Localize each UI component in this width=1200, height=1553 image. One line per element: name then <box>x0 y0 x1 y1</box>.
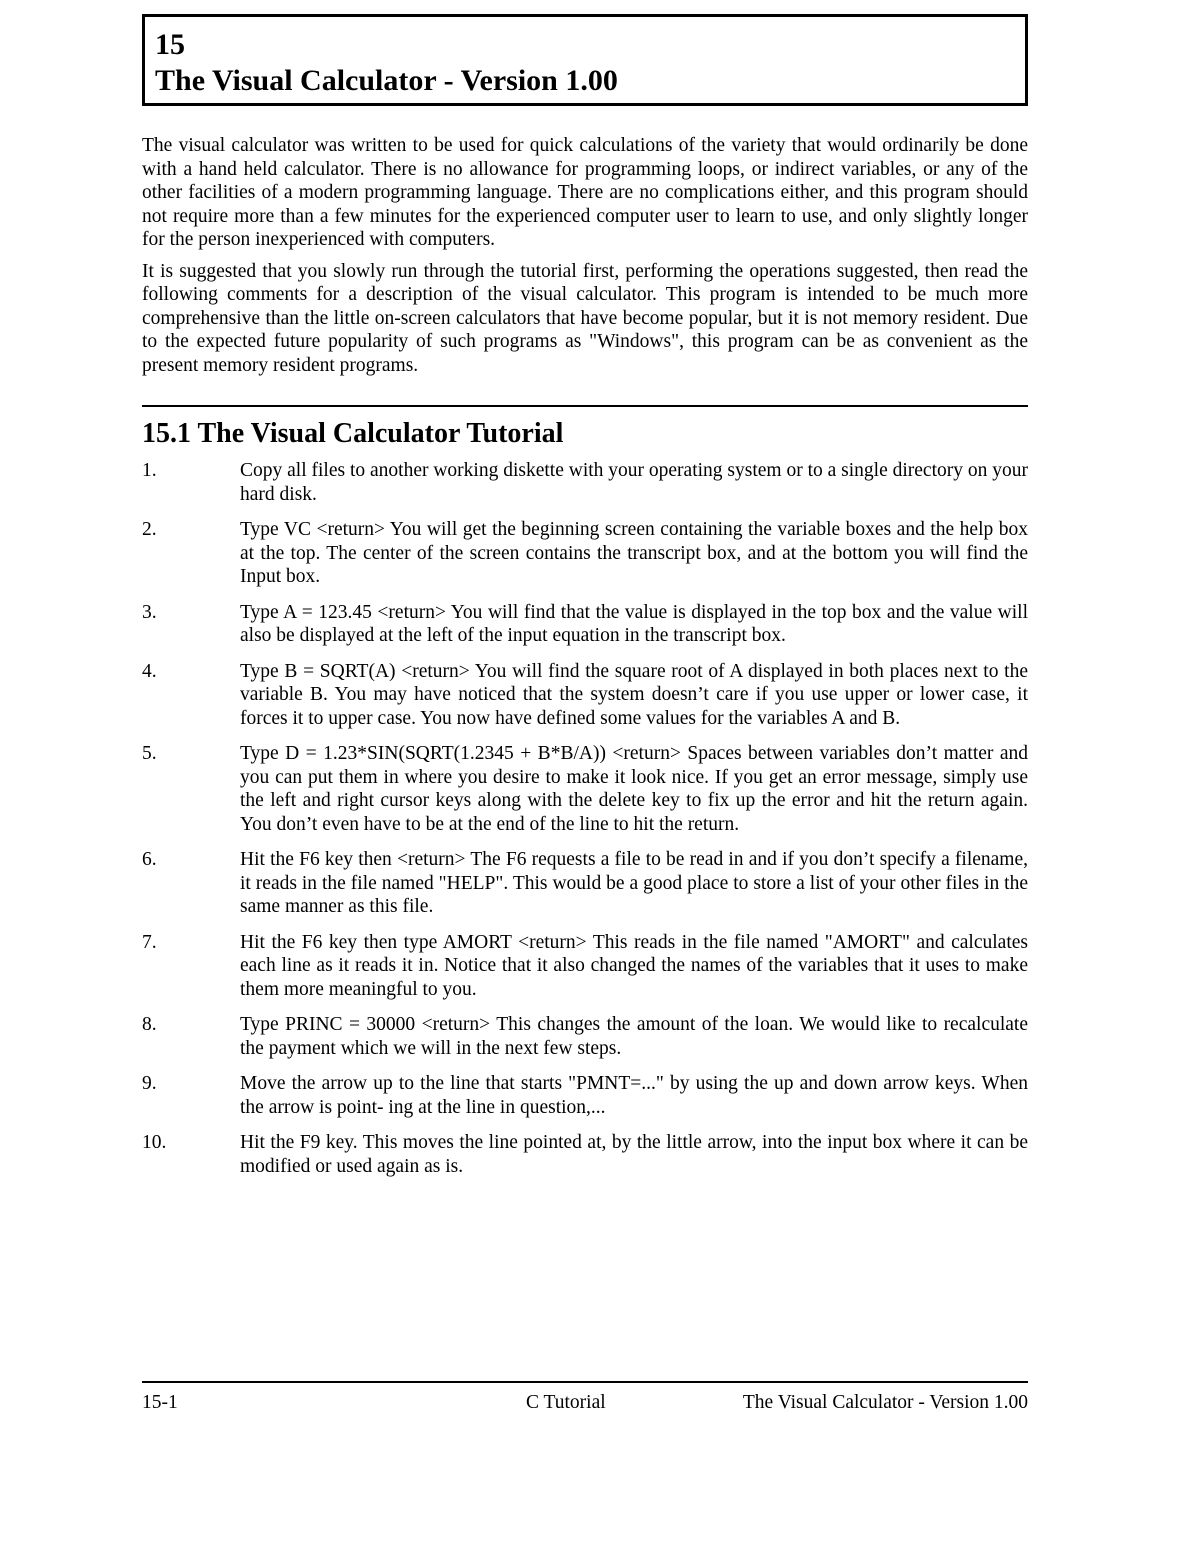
tutorial-step <box>142 1072 1028 1119</box>
section-heading: 15.1 The Visual Calculator Tutorial <box>142 418 564 449</box>
intro-paragraph: It is suggested that you slowly run through the tutorial first, performing the operations suggested, then read the following comments for a description of the visual calculator. This program is intended to be much more comprehensive than the little on-screen calculators that have become popular, but it is not memory resident. Due to the expected future popularity of such programs as "Windows", this program can be as convenient as the present memory resident programs. <box>142 260 1028 376</box>
step-number: 1. <box>142 460 157 481</box>
intro-section <box>142 134 1028 377</box>
section-divider <box>142 405 1028 407</box>
document-page <box>142 14 1028 1190</box>
step-text: Hit the F9 key. This moves the line pointed at, by the little arrow, into the input box where it can be modified or used again as is. <box>240 1132 1028 1177</box>
page-footer <box>142 1381 1028 1451</box>
step-text: Type D = 1.23*SIN(SQRT(1.2345 + B*B/A)) <return> Spaces between variables don’t matter and you can put them in where you desire to make it look nice. If you get an error message, simply use the left and right cursor keys along with the delete key to fix up the error and hit the return again. You don’t even have to be at the end of the line to hit the return. <box>240 743 1028 835</box>
footer-chapter-title: The Visual Calculator - Version 1.00 <box>742 1392 1028 1413</box>
tutorial-step <box>142 459 1028 506</box>
step-text: Copy all files to another working diskette with your operating system or to a single directory on your hard disk. <box>240 460 1028 505</box>
tutorial-step <box>142 518 1028 589</box>
step-number: 5. <box>142 743 157 764</box>
tutorial-step <box>142 601 1028 648</box>
step-number: 6. <box>142 849 157 870</box>
step-number: 2. <box>142 519 157 540</box>
step-text: Hit the F6 key then type AMORT <return> This reads in the file named "AMORT" and calculates each line as it reads it in. Notice that it also changed the names of the variables that it uses to make them more meaningful to you. <box>240 931 1028 1000</box>
step-text: Type VC <return> You will get the beginning screen containing the variable boxes and the help box at the top. The center of the screen contains the transcript box, and at the bottom you will find the Input box. <box>240 519 1028 587</box>
tutorial-steps-list <box>142 459 1028 1178</box>
chapter-title: The Visual Calculator - Version 1.00 <box>155 64 618 97</box>
step-text: Move the arrow up to the line that starts "PMNT=..." by using the up and down arrow keys. When the arrow is point- ing at the line in question,... <box>240 1073 1028 1118</box>
step-text: Type A = 123.45 <return> You will find that the value is displayed in the top box and the value will also be displayed at the left of the input equation in the transcript box. <box>240 601 1028 646</box>
tutorial-step <box>142 660 1028 731</box>
step-number: 4. <box>142 660 157 682</box>
tutorial-step <box>142 742 1028 836</box>
footer-book-title: C Tutorial <box>526 1392 606 1413</box>
step-number: 7. <box>142 931 157 953</box>
chapter-number: 15 <box>155 28 185 61</box>
footer-page-number: 15-1 <box>142 1392 178 1413</box>
tutorial-step <box>142 1013 1028 1060</box>
tutorial-step <box>142 1131 1028 1178</box>
step-text: Type B = SQRT(A) <return> You will find the square root of A displayed in both places next to the variable B. You may have noticed that the system doesn’t care if you use upper or lower case, it forces it to upper case. You now have defined some values for the variables A and B. <box>240 660 1028 729</box>
step-number: 10. <box>142 1132 167 1153</box>
intro-paragraph: The visual calculator was written to be used for quick calculations of the variety that would ordinarily be done with a hand held calculator. There is no allowance for programming loops, or indirect variables, or any of the other facilities of a modern programming language. There are no complications either, and this program should not require more than a few minutes for the experienced computer user to learn to use, and only slightly longer for the person inexperienced with computers. <box>142 135 1028 250</box>
tutorial-step <box>142 848 1028 919</box>
chapter-header-box <box>142 14 1028 106</box>
step-number: 9. <box>142 1073 157 1094</box>
step-text: Type PRINC = 30000 <return> This changes the amount of the loan. We would like to recalculate the payment which we will in the next few steps. <box>240 1014 1028 1059</box>
step-text: Hit the F6 key then <return> The F6 requests a file to be read in and if you don’t specify a filename, it reads in the file named "HELP". This would be a good place to store a list of your other files in the same manner as this file. <box>240 849 1028 917</box>
step-number: 8. <box>142 1014 157 1035</box>
tutorial-step <box>142 931 1028 1002</box>
step-number: 3. <box>142 601 157 623</box>
